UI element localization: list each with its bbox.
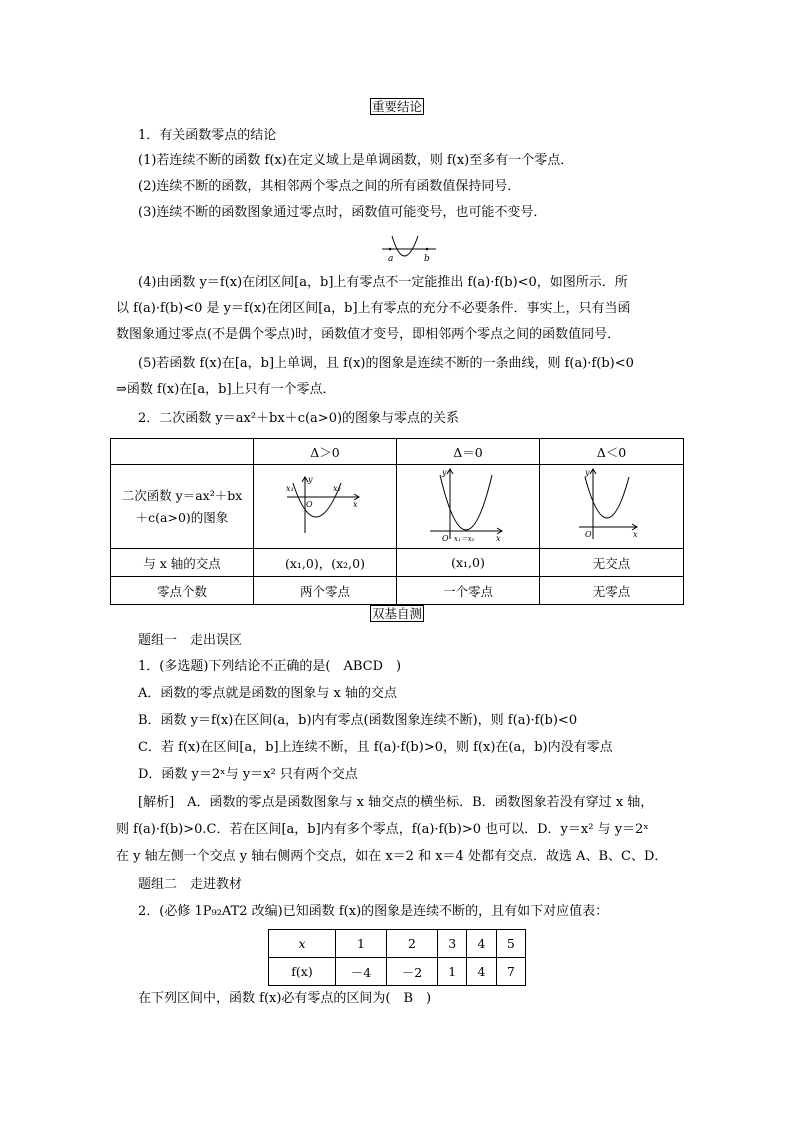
- table-cell: 两个零点: [254, 577, 397, 605]
- table-cell: 5: [496, 930, 525, 958]
- option-c: C．若 f(x)在区间[a，b]上连续不断，且 f(a)·f(b)>0，则 f(x)在(a，b)内没有零点: [138, 740, 613, 755]
- graph-one-root: [397, 465, 540, 549]
- graph-row-label: 二次函数 y＝ax²＋bx ＋c(a>0)的图象: [111, 465, 254, 549]
- conclusion-5-line-2: ⇒函数 f(x)在[a，b]上只有一个零点．: [116, 382, 336, 397]
- table-header-cell: Δ＞0: [254, 439, 397, 465]
- conclusion-3: (3)连续不断的函数图象通过零点时，函数值可能变号，也可能不变号．: [138, 205, 547, 220]
- svg-text:x₁: x₁: [286, 484, 294, 493]
- table-cell: 无交点: [540, 549, 684, 577]
- analysis-line-1: [解析] A．函数的零点是函数图象与 x 轴交点的横坐标．B．函数图象若没有穿过 x 轴，: [138, 795, 654, 810]
- table-cell: －4: [336, 958, 387, 986]
- table-cell: 2: [387, 930, 438, 958]
- conclusion-4-line-3: 数图象通过零点(不是偶个零点)时，函数值才变号，即相邻两个零点之间的函数值同号．: [116, 327, 621, 342]
- table-cell: 与 x 轴的交点: [111, 549, 254, 577]
- option-d: D．函数 y＝2ˣ与 y＝x² 只有两个交点: [138, 767, 358, 782]
- conclusion-1: (1)若连续不断的函数 f(x)在定义域上是单调函数，则 f(x)至多有一个零点．: [138, 153, 574, 168]
- group-2-heading: 题组二 走进教材: [138, 877, 243, 892]
- table-cell: 无零点: [540, 577, 684, 605]
- section-title-self-test: 双基自测: [371, 606, 422, 621]
- group-1-heading: 题组一 走出误区: [138, 633, 243, 648]
- table-cell: f(x): [269, 958, 336, 986]
- table-cell: 零点个数: [111, 577, 254, 605]
- table-cell: 4: [467, 930, 496, 958]
- question-2: 2．(必修 1P₉₂AT2 改编)已知函数 f(x)的图象是连续不断的，且有如下对应值表：: [138, 904, 609, 919]
- table-cell: －2: [387, 958, 438, 986]
- svg-text:y: y: [308, 475, 313, 484]
- svg-text:y: y: [584, 468, 590, 477]
- option-b: B．函数 y＝f(x)在区间(a，b)内有零点(函数图象连续不断)，则 f(a)·f(b)<0: [138, 713, 578, 728]
- option-a: A．函数的零点就是函数的图象与 x 轴的交点: [138, 686, 397, 701]
- conclusion-4-line-1: (4)由函数 y＝f(x)在闭区间[a，b]上有零点不一定能推出 f(a)·f(b)<0，如图所示．所: [138, 275, 628, 290]
- heading-2: 2．二次函数 y＝ax²＋bx＋c(a>0)的图象与零点的关系: [138, 411, 460, 426]
- table-header-cell: Δ＜0: [540, 439, 684, 465]
- svg-text:x: x: [353, 500, 358, 509]
- svg-text:O: O: [306, 500, 313, 509]
- svg-text:x: x: [496, 534, 501, 543]
- fig-label-b: b: [424, 254, 430, 264]
- table-cell: (x₁,0)，(x₂,0): [254, 549, 397, 577]
- analysis-line-2: 则 f(a)·f(b)>0.C．若在区间[a，b]内有多个零点，f(a)·f(b)>0 也可以．D．y＝x² 与 y＝2ˣ: [116, 822, 649, 837]
- table-cell: (x₁,0): [397, 549, 540, 577]
- svg-text:O: O: [584, 530, 592, 539]
- table-cell: 1: [438, 958, 467, 986]
- table-cell: 7: [496, 958, 525, 986]
- table-cell: 3: [438, 930, 467, 958]
- parabola-two-roots-graph: [285, 473, 365, 537]
- question-2-prompt: 在下列区间中，函数 f(x)必有零点的区间为( B ): [138, 991, 432, 1006]
- heading-1: 1．有关函数零点的结论: [138, 128, 277, 143]
- small-parabola-figure: [380, 232, 440, 264]
- table-header-cell: [111, 439, 254, 465]
- value-table: [268, 929, 526, 986]
- table-cell: 1: [336, 930, 387, 958]
- table-cell: 一个零点: [397, 577, 540, 605]
- graph-two-roots: [254, 465, 397, 549]
- svg-text:y: y: [442, 468, 447, 477]
- parabola-one-root-graph: [428, 465, 508, 545]
- fig-label-a: a: [388, 254, 394, 264]
- svg-text:O: O: [442, 534, 449, 543]
- svg-text:x: x: [632, 530, 638, 539]
- analysis-line-3: 在 y 轴左侧一个交点 y 轴右侧两个交点，如在 x＝2 和 x＝4 处都有交点．故选 A、B、C、D．: [116, 849, 668, 864]
- graph-no-root: [540, 465, 684, 549]
- svg-text:x₂: x₂: [333, 484, 341, 493]
- quadratic-zero-table: [110, 438, 684, 605]
- conclusion-4-line-2: 以 f(a)·f(b)<0 是 y＝f(x)在闭区间[a，b]上有零点的充分不必要条件．事实上，只有当函: [116, 301, 631, 316]
- conclusion-5-line-1: (5)若函数 f(x)在[a，b]上单调，且 f(x)的图象是连续不断的一条曲线，则 f(a)·f(b)<0: [138, 356, 634, 371]
- section-title-key-conclusions: 重要结论: [371, 99, 422, 114]
- svg-text:x₁＝x₂: x₁＝x₂: [454, 535, 475, 543]
- table-cell: 4: [467, 958, 496, 986]
- table-cell: x: [269, 930, 336, 958]
- conclusion-2: (2)连续不断的函数，其相邻两个零点之间的所有函数值保持同号．: [138, 179, 521, 194]
- parabola-no-root-graph: [577, 465, 647, 545]
- question-1: 1．(多选题)下列结论不正确的是( ABCD ): [138, 659, 402, 674]
- table-header-cell: Δ＝0: [397, 439, 540, 465]
